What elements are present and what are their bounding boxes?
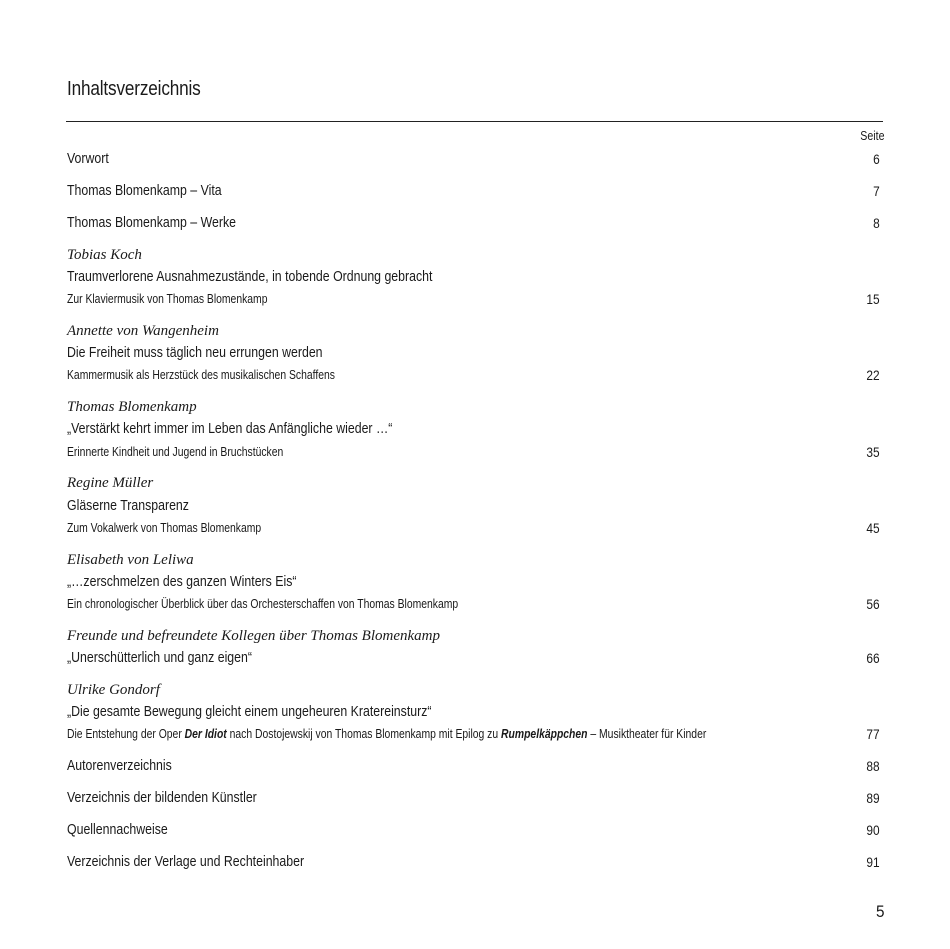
entry-author-wangenheim	[67, 320, 880, 342]
entry-title: Thomas Blomenkamp – Werke	[67, 215, 236, 231]
entry-subtitle	[67, 723, 706, 745]
entry-title: „…zerschmelzen des ganzen Winters Eis“	[67, 574, 297, 590]
entry-subtitle-mueller	[67, 517, 880, 539]
entry-page: 8	[873, 215, 880, 231]
toc-entry-vita[interactable]	[67, 180, 880, 202]
toc-entry-werke[interactable]	[67, 212, 880, 234]
entry-title: Autorenverzeichnis	[67, 758, 172, 774]
entry-title: Verzeichnis der Verlage und Rechteinhaber	[67, 854, 305, 870]
toc-entry-koch[interactable]	[67, 266, 880, 288]
toc-entry-vorwort[interactable]	[67, 148, 880, 170]
toc-entry-verlage[interactable]	[67, 851, 880, 873]
entry-page: 89	[866, 790, 880, 806]
entry-subtitle: Kammermusik als Herzstück des musikalischen Schaffens	[67, 368, 335, 382]
entry-title: Verzeichnis der bildenden Künstler	[67, 790, 257, 806]
page-number: 5	[875, 902, 884, 921]
entry-subtitle-leliwa	[67, 593, 880, 615]
entry-page: 56	[866, 596, 880, 612]
author-name: Tobias Koch	[67, 247, 142, 263]
toc-heading: Inhaltsverzeichnis	[67, 78, 201, 100]
toc-entry-mueller[interactable]	[67, 495, 880, 517]
entry-author-blomenkamp	[67, 396, 880, 418]
entry-title: Vorwort	[67, 151, 109, 167]
entry-page: 66	[866, 650, 880, 666]
author-name: Elisabeth von Leliwa	[67, 552, 194, 568]
heading-rule	[66, 121, 883, 122]
entry-page: 6	[873, 151, 880, 167]
author-name: Freunde und befreundete Kollegen über Thomas Blomenkamp	[67, 628, 440, 644]
author-name: Annette von Wangenheim	[67, 323, 219, 339]
subtitle-text: nach Dostojewskij von Thomas Blomenkamp mit Epilog zu	[226, 727, 502, 741]
entry-title: Thomas Blomenkamp – Vita	[67, 183, 222, 199]
entry-page: 77	[866, 726, 880, 742]
entry-page: 7	[873, 183, 880, 199]
work-title-der-idiot: Der Idiot	[184, 727, 227, 741]
author-name: Ulrike Gondorf	[67, 682, 160, 698]
entry-page: 90	[866, 822, 880, 838]
entry-subtitle: Ein chronologischer Überblick über das Orchesterschaffen von Thomas Blomenkamp	[67, 597, 459, 611]
entry-subtitle-blomenkamp	[67, 441, 880, 463]
entry-author-freunde	[67, 625, 880, 647]
toc-entry-quellen[interactable]	[67, 819, 880, 841]
entry-author-koch	[67, 244, 880, 266]
entry-subtitle-wangenheim	[67, 364, 880, 386]
toc-entry-wangenheim[interactable]	[67, 342, 880, 364]
subtitle-text: Die Entstehung der Oper	[67, 727, 185, 741]
entry-subtitle: Zur Klaviermusik von Thomas Blomenkamp	[67, 292, 268, 306]
entry-subtitle-koch	[67, 288, 880, 310]
author-name: Regine Müller	[67, 475, 154, 491]
entry-subtitle-gondorf	[67, 723, 880, 745]
toc-entry-gondorf[interactable]	[67, 701, 880, 723]
entry-title: „Unerschütterlich und ganz eigen“	[67, 650, 252, 666]
entry-author-leliwa	[67, 549, 880, 571]
entry-title: Gläserne Transparenz	[67, 498, 189, 514]
entry-page: 35	[866, 444, 880, 460]
entry-title: „Verstärkt kehrt immer im Leben das Anfängliche wieder …“	[67, 421, 393, 437]
toc-entry-blomenkamp[interactable]	[67, 418, 880, 440]
toc-entry-autoren[interactable]	[67, 755, 880, 777]
entry-title: Die Freiheit muss täglich neu errungen werden	[67, 345, 323, 361]
author-name: Thomas Blomenkamp	[67, 399, 197, 415]
entry-title: Traumverlorene Ausnahmezustände, in tobende Ordnung gebracht	[67, 269, 433, 285]
entry-page: 91	[866, 854, 880, 870]
toc-entry-leliwa[interactable]	[67, 571, 880, 593]
entry-page: 22	[866, 367, 880, 383]
entry-author-gondorf	[67, 679, 880, 701]
entry-subtitle: Erinnerte Kindheit und Jugend in Bruchstücken	[67, 445, 284, 459]
entry-author-mueller	[67, 472, 880, 494]
subtitle-text: – Musiktheater für Kinder	[587, 727, 707, 741]
entry-page: 88	[866, 758, 880, 774]
toc-entry-freunde[interactable]	[67, 647, 880, 669]
entry-page: 45	[866, 520, 880, 536]
toc-entry-kuenstler[interactable]	[67, 787, 880, 809]
entry-page: 15	[866, 291, 880, 307]
work-title-rumpelkaeppchen: Rumpelkäppchen	[501, 727, 588, 741]
entry-title: Quellennachweise	[67, 822, 168, 838]
page-column-label: Seite	[859, 129, 884, 143]
entry-subtitle: Zum Vokalwerk von Thomas Blomenkamp	[67, 521, 262, 535]
entry-title: „Die gesamte Bewegung gleicht einem ungeheuren Kratereinsturz“	[67, 704, 432, 720]
